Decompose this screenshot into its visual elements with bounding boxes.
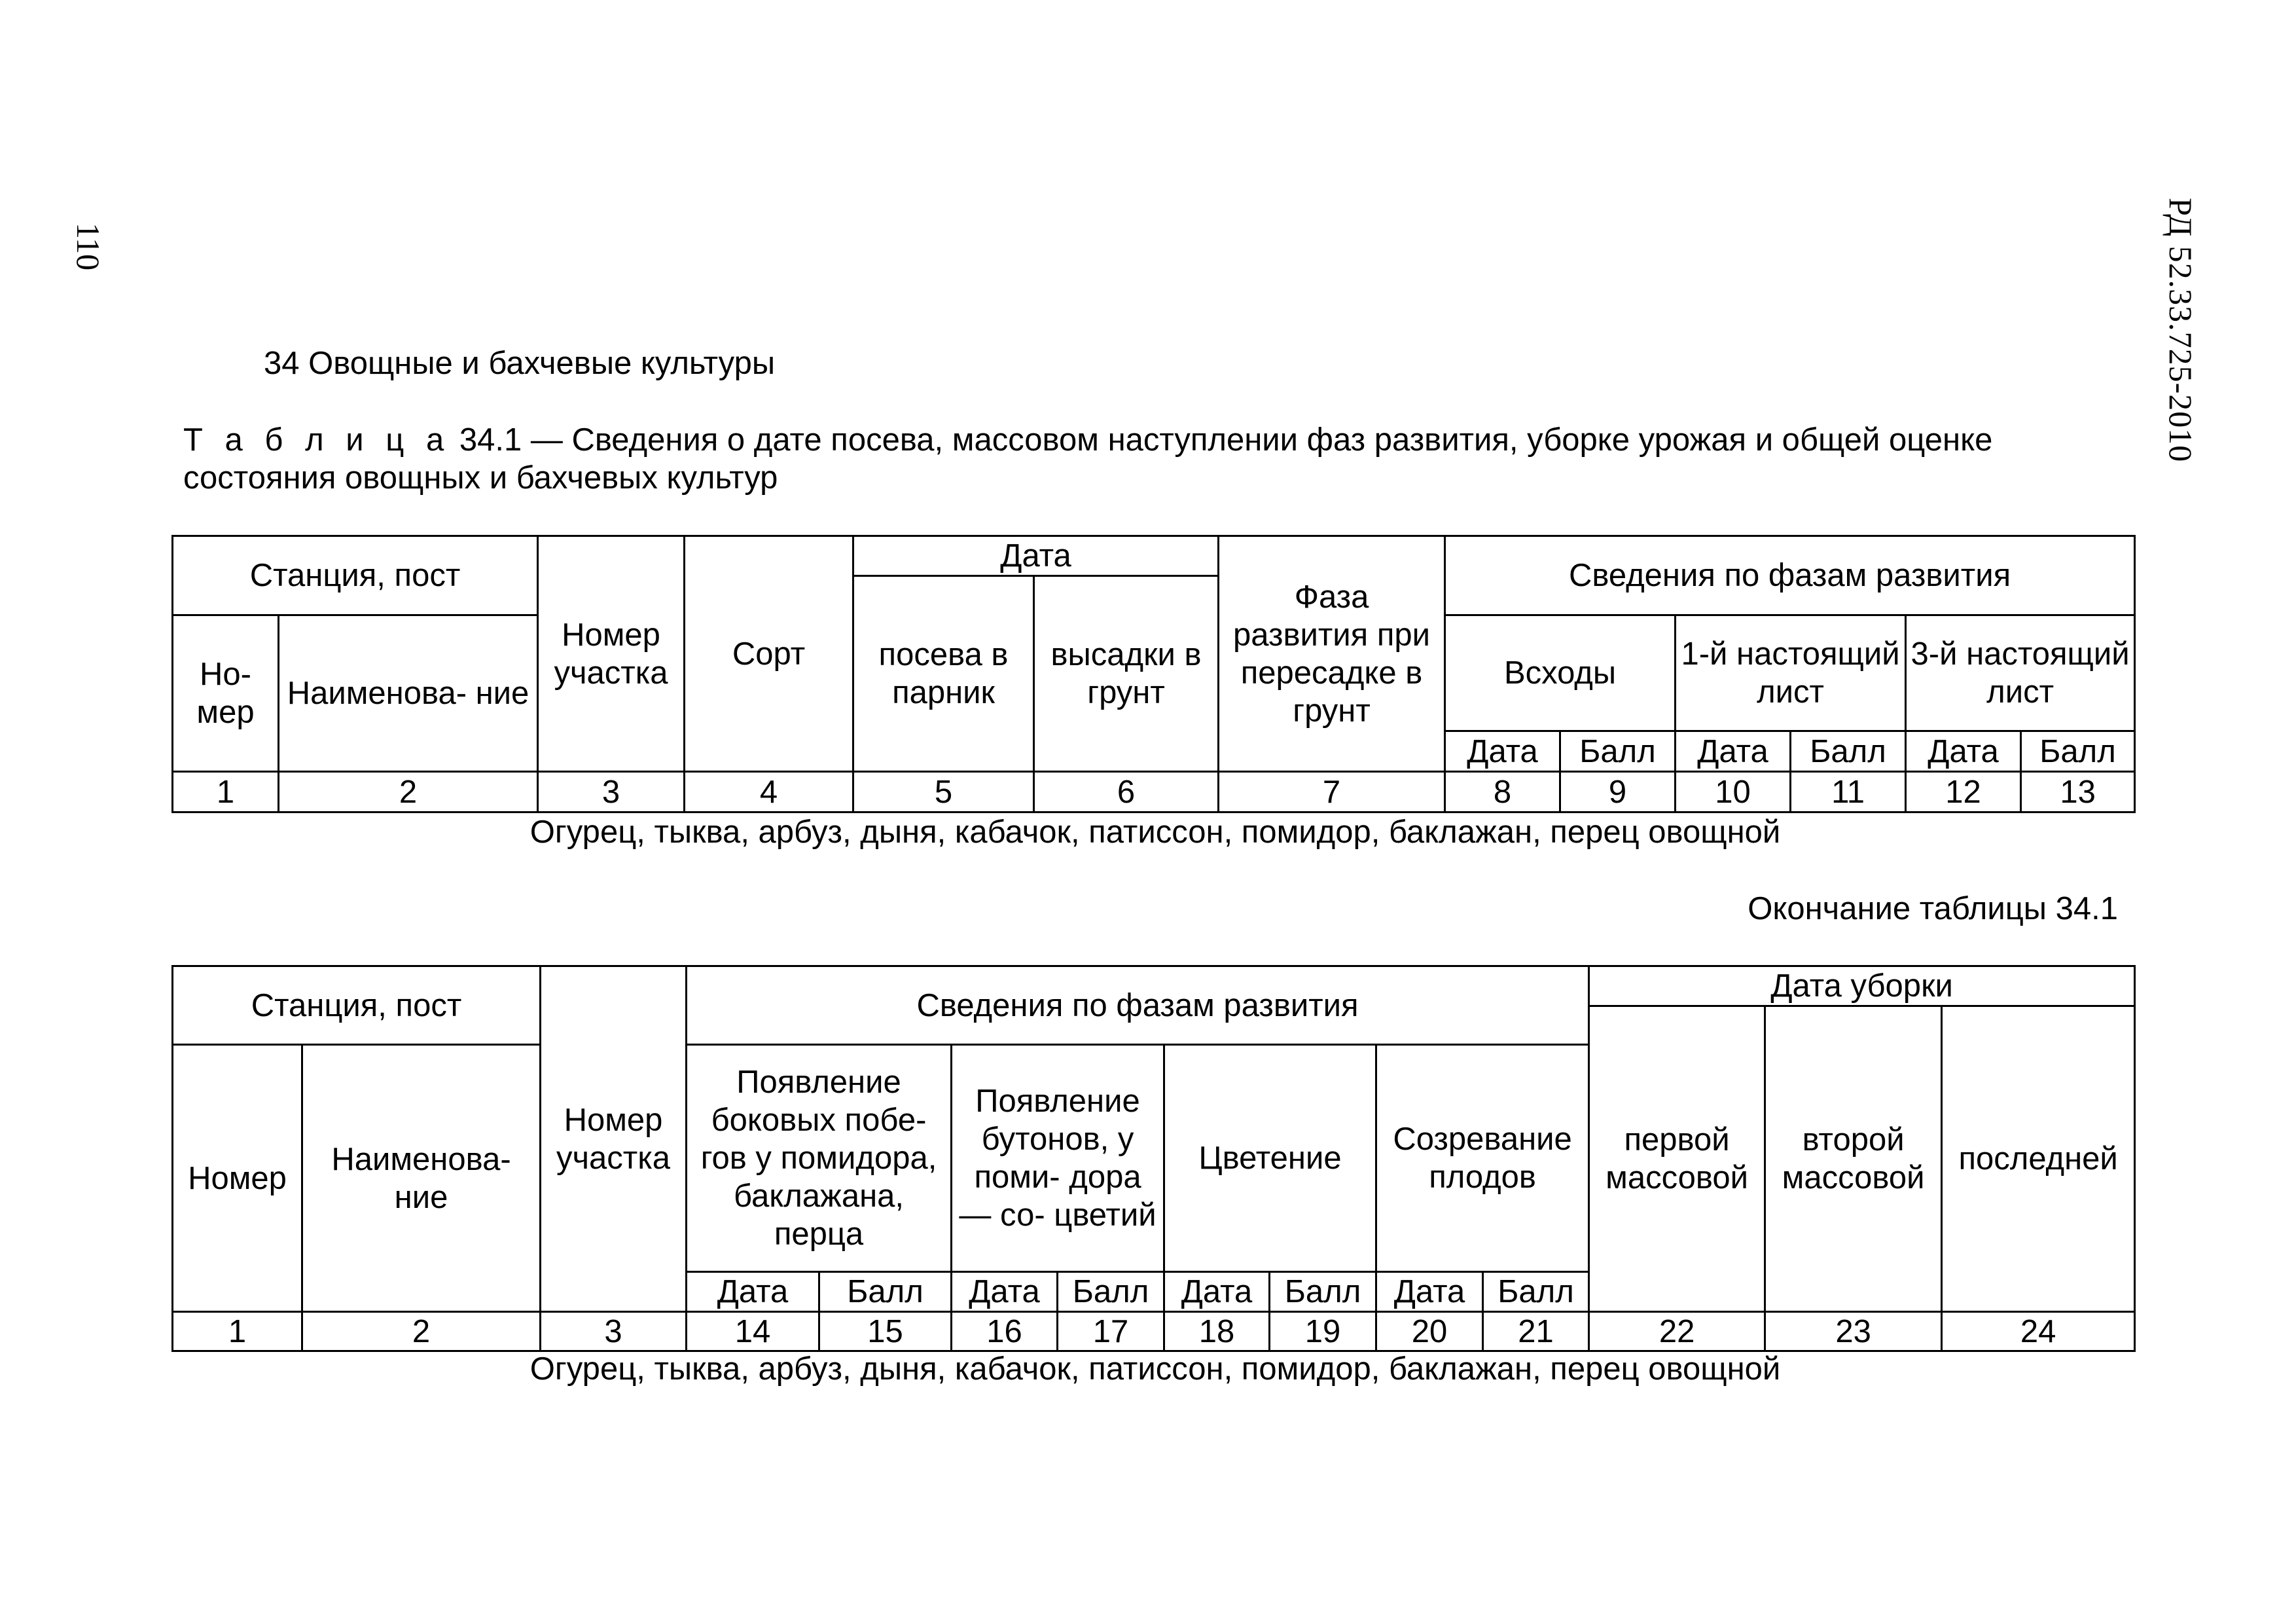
header-harvest-date: Дата уборки: [1589, 966, 2135, 1006]
column-number: 17: [1058, 1312, 1164, 1351]
header-phases-info: Сведения по фазам развития: [687, 966, 1589, 1045]
column-number: 6: [1034, 772, 1219, 812]
header-third-leaf: 3-й настоящий лист: [1906, 615, 2135, 731]
header-sowing: посева в парник: [853, 576, 1034, 772]
crop-list-2: Огурец, тыква, арбуз, дыня, кабачок, патиссон, помидор, баклажан, перец овощной: [529, 1351, 1781, 1387]
continuation-label: Окончание таблицы 34.1: [1748, 891, 2118, 926]
header-score-label: Балл: [1791, 731, 1906, 772]
header-score-label: Балл: [1483, 1272, 1589, 1312]
crop-list-1: Огурец, тыква, арбуз, дыня, кабачок, патиссон, помидор, баклажан, перец овощной: [529, 814, 1781, 850]
column-number: 15: [819, 1312, 952, 1351]
column-number: 1: [173, 1312, 302, 1351]
header-date-label: Дата: [1906, 731, 2021, 772]
header-ripening: Созревание плодов: [1376, 1045, 1589, 1272]
column-number: 2: [279, 772, 538, 812]
column-number: 14: [687, 1312, 819, 1351]
column-number: 19: [1270, 1312, 1376, 1351]
table-34-1-end: [171, 965, 2136, 1352]
header-side-shoots: Появление боковых побе- гов у помидора, баклажана, перца: [687, 1045, 952, 1272]
column-number: 21: [1483, 1312, 1589, 1351]
column-number: 10: [1676, 772, 1791, 812]
header-variety: Сорт: [685, 536, 853, 772]
header-sprouts: Всходы: [1445, 615, 1676, 731]
column-number: 1: [173, 772, 279, 812]
header-station-number: Но- мер: [173, 615, 279, 772]
column-number: 13: [2021, 772, 2135, 812]
header-score-label: Балл: [2021, 731, 2135, 772]
header-station: Станция, пост: [173, 966, 541, 1045]
header-first-leaf: 1-й настоящий лист: [1676, 615, 1906, 731]
header-date-label: Дата: [1445, 731, 1560, 772]
column-number: 11: [1791, 772, 1906, 812]
table-caption-text: 34.1 — Сведения о дате посева, массовом наступлении фаз развития, уборке урожая и общей оценке состояния овощных и бахчевых культур: [183, 422, 1993, 496]
column-number: 23: [1765, 1312, 1942, 1351]
header-station-name: Наименова- ние: [302, 1045, 541, 1312]
header-date: Дата: [853, 536, 1219, 576]
column-number: 16: [952, 1312, 1058, 1351]
column-number: 12: [1906, 772, 2021, 812]
table-caption-word: Т а б л и ц а: [183, 422, 451, 458]
table-34-1: [171, 535, 2136, 813]
header-plot-number: Номер участка: [541, 966, 687, 1312]
column-number: 8: [1445, 772, 1560, 812]
header-second-mass: второй массовой: [1765, 1006, 1942, 1312]
column-number: 20: [1376, 1312, 1483, 1351]
document-code: РД 52.33.725-2010: [2162, 198, 2199, 463]
page-number: 110: [70, 223, 107, 271]
header-date-label: Дата: [687, 1272, 819, 1312]
header-score-label: Балл: [1270, 1272, 1376, 1312]
header-station-name: Наименова- ние: [279, 615, 538, 772]
header-buds: Появление бутонов, у поми- дора — со- цветий: [952, 1045, 1164, 1272]
column-number: 4: [685, 772, 853, 812]
header-phases-info: Сведения по фазам развития: [1445, 536, 2135, 615]
column-number: 18: [1164, 1312, 1270, 1351]
header-first-mass: первой массовой: [1589, 1006, 1765, 1312]
column-number: 3: [541, 1312, 687, 1351]
table-caption: [183, 421, 2140, 497]
header-score-label: Балл: [819, 1272, 952, 1312]
column-number: 3: [538, 772, 685, 812]
header-date-label: Дата: [952, 1272, 1058, 1312]
header-date-label: Дата: [1376, 1272, 1483, 1312]
column-number: 24: [1942, 1312, 2135, 1351]
header-station: Станция, пост: [173, 536, 538, 615]
header-date-label: Дата: [1164, 1272, 1270, 1312]
header-date-label: Дата: [1676, 731, 1791, 772]
column-number: 5: [853, 772, 1034, 812]
header-score-label: Балл: [1058, 1272, 1164, 1312]
header-phase-transplant: Фаза развития при пересадке в грунт: [1219, 536, 1445, 772]
header-station-number: Номер: [173, 1045, 302, 1312]
header-last: последней: [1942, 1006, 2135, 1312]
column-number: 7: [1219, 772, 1445, 812]
header-planting: высадки в грунт: [1034, 576, 1219, 772]
header-flowering: Цветение: [1164, 1045, 1376, 1272]
column-number: 2: [302, 1312, 541, 1351]
header-score-label: Балл: [1560, 731, 1676, 772]
column-number: 9: [1560, 772, 1676, 812]
section-title: 34 Овощные и бахчевые культуры: [264, 346, 776, 381]
header-plot-number: Номер участка: [538, 536, 685, 772]
column-number: 22: [1589, 1312, 1765, 1351]
